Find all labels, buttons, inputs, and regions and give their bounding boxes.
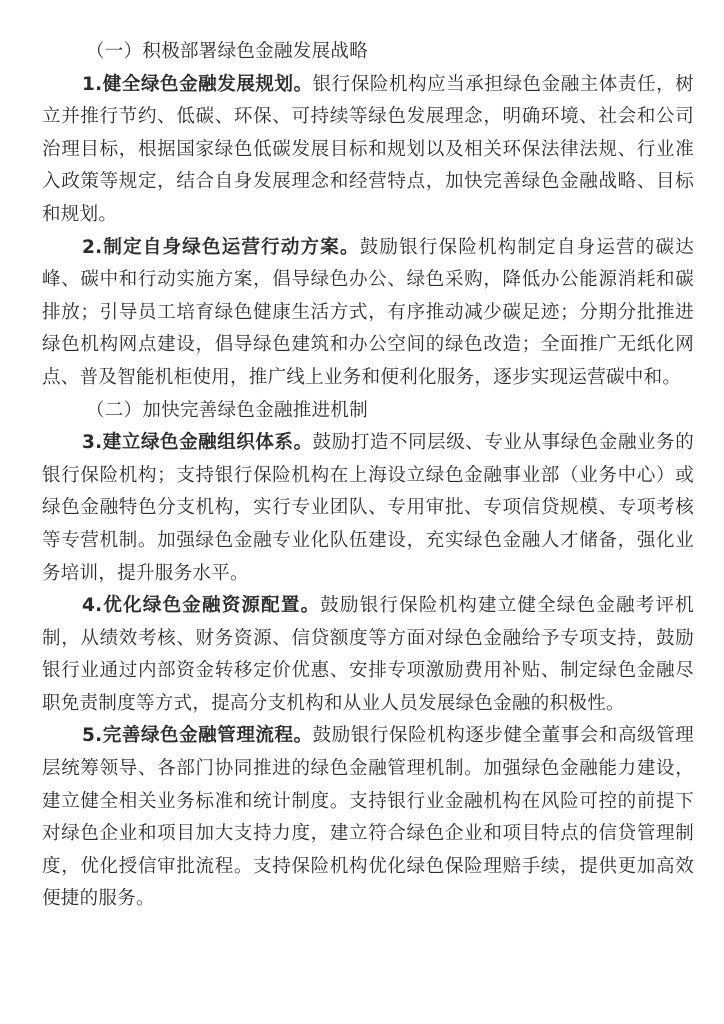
paragraph-3 (42, 427, 694, 590)
section-heading-1: （一）积极部署绿色金融发展战略 (86, 41, 369, 62)
paragraph-body: 鼓励银行保险机构逐步健全董事会和高级管理层统筹领导、各部门协同推进的绿色金融管理机制。加强绿色金融能力建设，建立健全相关业务标准和统计制度。支持银行业金融机构在风险可控的前提下对绿色企业和项目加大支持力度，建立符合绿色企业和项目特点的信贷管理制度，优化授信审批流程。支持保险机构优化绿色保险理赔手续，提供更加高效便捷的服务。 (42, 725, 694, 910)
paragraph-2 (42, 232, 694, 395)
paragraph-lead: 3.建立绿色金融组织体系。 (82, 432, 313, 454)
paragraph-lead: 2.制定自身绿色运营行动方案。 (82, 236, 360, 258)
paragraph-body: 鼓励银行保险机构制定自身运营的碳达峰、碳中和行动实施方案，倡导绿色办公、绿色采购，降低办公能源消耗和碳排放；引导员工培育绿色健康生活方式，有序推动减少碳足迹；分期分批推进绿色机构网点建设，倡导绿色建筑和办公空间的绿色改造；全面推广无纸化网点、普及智能机柜使用，推广线上业务和便利化服务，逐步实现运营碳中和。 (42, 236, 694, 388)
paragraph-body: 鼓励打造不同层级、专业从事绿色金融业务的银行保险机构；支持银行保险机构在上海设立绿色金融事业部（业务中心）或绿色金融特色分支机构，实行专业团队、专用审批、专项信贷规模、专项考核等专营机制。加强绿色金融专业化队伍建设，充实绿色金融人才储备，强化业务培训，提升服务水平。 (42, 432, 694, 584)
paragraph-4 (42, 590, 694, 720)
paragraph-lead: 1.健全绿色金融发展规划。 (82, 73, 313, 95)
paragraph-body: 银行保险机构应当承担绿色金融主体责任，树立并推行节约、低碳、环保、可持续等绿色发展理念，明确环境、社会和公司治理目标，根据国家绿色低碳发展目标和规划以及相关环保法律法规、行业准入政策等规定，结合自身发展理念和经营特点，加快完善绿色金融战略、目标和规划。 (42, 73, 694, 225)
paragraph-body: 鼓励银行保险机构建立健全绿色金融考评机制，从绩效考核、财务资源、信贷额度等方面对绿色金融给予专项支持，鼓励银行业通过内部资金转移定价优惠、安排专项激励费用补贴、制定绿色金融尽职免责制度等方式，提高分支机构和从业人员发展绿色金融的积极性。 (42, 595, 694, 714)
paragraph-5 (42, 720, 694, 916)
paragraph-lead: 5.完善绿色金融管理流程。 (82, 725, 313, 747)
paragraph-lead: 4.优化绿色金融资源配置。 (82, 595, 321, 617)
paragraph-1 (42, 69, 694, 232)
section-heading-2: （二）加快完善绿色金融推进机制 (86, 399, 369, 421)
